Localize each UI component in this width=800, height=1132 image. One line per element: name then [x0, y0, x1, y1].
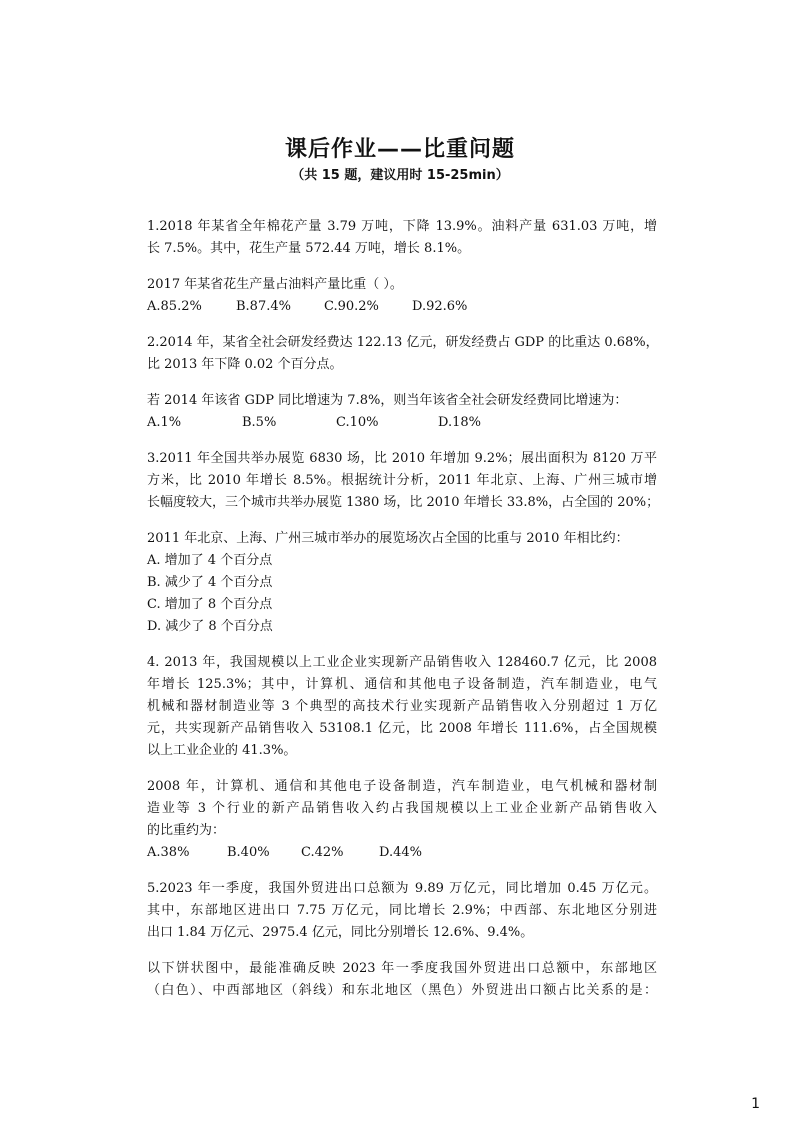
question-ask-line: 2017 年某省花生产量占油料产量比重（ ）。 [147, 277, 403, 292]
option-a[interactable]: A. 增加了 4 个百分点 [147, 553, 273, 568]
page-number: 1 [751, 1096, 760, 1112]
question-stem-line: 机械和器材制造业等 3 个典型的高技术行业实现新产品销售收入分别超过 1 万亿 [147, 699, 657, 714]
question-5 [147, 878, 657, 1002]
option-c[interactable]: C.90.2% [324, 299, 379, 314]
option-c[interactable]: C.10% [336, 415, 379, 430]
question-stem-line: 长 7.5%。其中，花生产量 572.44 万吨，增长 8.1%。 [147, 241, 471, 256]
option-d[interactable]: D.18% [438, 415, 481, 430]
option-d[interactable]: D. 减少了 8 个百分点 [147, 619, 273, 634]
question-2 [147, 332, 657, 434]
question-ask-line: 以下饼状图中，最能准确反映 2023 年一季度我国外贸进出口总额中，东部地区 [147, 961, 657, 976]
question-stem-line: 比 2013 年下降 0.02 个百分点。 [147, 357, 343, 372]
question-stem-line: 1.2018 年某省全年棉花产量 3.79 万吨，下降 13.9%。油料产量 631.03 万吨，增 [147, 219, 657, 234]
question-stem-line: 以上工业企业的 41.3%。 [147, 743, 297, 758]
question-4 [147, 652, 657, 864]
question-ask-line: （白色）、中西部地区（斜线）和东北地区（黑色）外贸进出口额占比关系的是： [147, 983, 657, 998]
option-c[interactable]: C.42% [301, 845, 344, 860]
question-1 [147, 216, 657, 318]
option-d[interactable]: D.44% [379, 845, 422, 860]
answer-options [147, 412, 657, 434]
option-b[interactable]: B.87.4% [236, 299, 291, 314]
question-stem-line: 2.2014 年，某省全社会研发经费达 122.13 亿元，研发经费占 GDP 的比重达 0.68%， [147, 335, 659, 350]
page-title: 课后作业——比重问题 [284, 137, 515, 162]
question-stem-line: 4. 2013 年，我国规模以上工业企业实现新产品销售收入 128460.7 亿元，比 2008 [147, 655, 657, 670]
question-stem-line: 其中，东部地区进出口 7.75 万亿元，同比增长 2.9%；中西部、东北地区分别进 [147, 903, 657, 918]
question-stem-line: 3.2011 年全国共举办展览 6830 场，比 2010 年增加 9.2%；展出面积为 8120 万平 [147, 451, 657, 466]
question-ask-line: 的比重约为： [147, 823, 226, 838]
option-a[interactable]: A.38% [147, 845, 190, 860]
option-b[interactable]: B.40% [227, 845, 270, 860]
question-ask-line: 若 2014 年该省 GDP 同比增速为 7.8%，则当年该省全社会研发经费同比增速为： [147, 393, 628, 408]
question-stem-line: 出口 1.84 万亿元、2975.4 亿元，同比分别增长 12.6%、9.4%。 [147, 925, 534, 940]
answer-options [147, 296, 657, 318]
question-ask-line: 2008 年，计算机、通信和其他电子设备制造，汽车制造业，电气机械和器材制 [147, 779, 657, 794]
question-stem-line: 长幅度较大，三个城市共举办展览 1380 场，比 2010 年增长 33.8%，占全国的 20%； [147, 495, 660, 510]
option-a[interactable]: A.1% [147, 415, 182, 430]
question-stem-line: 5.2023 年一季度，我国外贸进出口总额为 9.89 万亿元，同比增加 0.45 万亿元。 [147, 881, 657, 896]
page-subtitle: （共 15 题，建议用时 15-25min） [291, 168, 509, 183]
question-3 [147, 448, 660, 638]
question-list [147, 216, 660, 1002]
option-d[interactable]: D.92.6% [412, 299, 468, 314]
option-b[interactable]: B. 减少了 4 个百分点 [147, 575, 273, 590]
question-stem-line: 方米，比 2010 年增长 8.5%。根据统计分析，2011 年北京、上海、广州三城市增 [147, 473, 657, 488]
option-a[interactable]: A.85.2% [147, 299, 202, 314]
question-stem-line: 年增长 125.3%；其中，计算机、通信和其他电子设备制造，汽车制造业，电气 [147, 677, 657, 692]
question-ask-line: 造业等 3 个行业的新产品销售收入约占我国规模以上工业企业新产品销售收入 [147, 801, 657, 816]
question-ask-line: 2011 年北京、上海、广州三城市举办的展览场次占全国的比重与 2010 年相比约： [147, 531, 629, 546]
answer-options [147, 842, 657, 864]
option-c[interactable]: C. 增加了 8 个百分点 [147, 597, 273, 612]
question-stem-line: 元，共实现新产品销售收入 53108.1 亿元，比 2008 年增长 111.6%，占全国规模 [147, 721, 657, 736]
option-b[interactable]: B.5% [242, 415, 277, 430]
